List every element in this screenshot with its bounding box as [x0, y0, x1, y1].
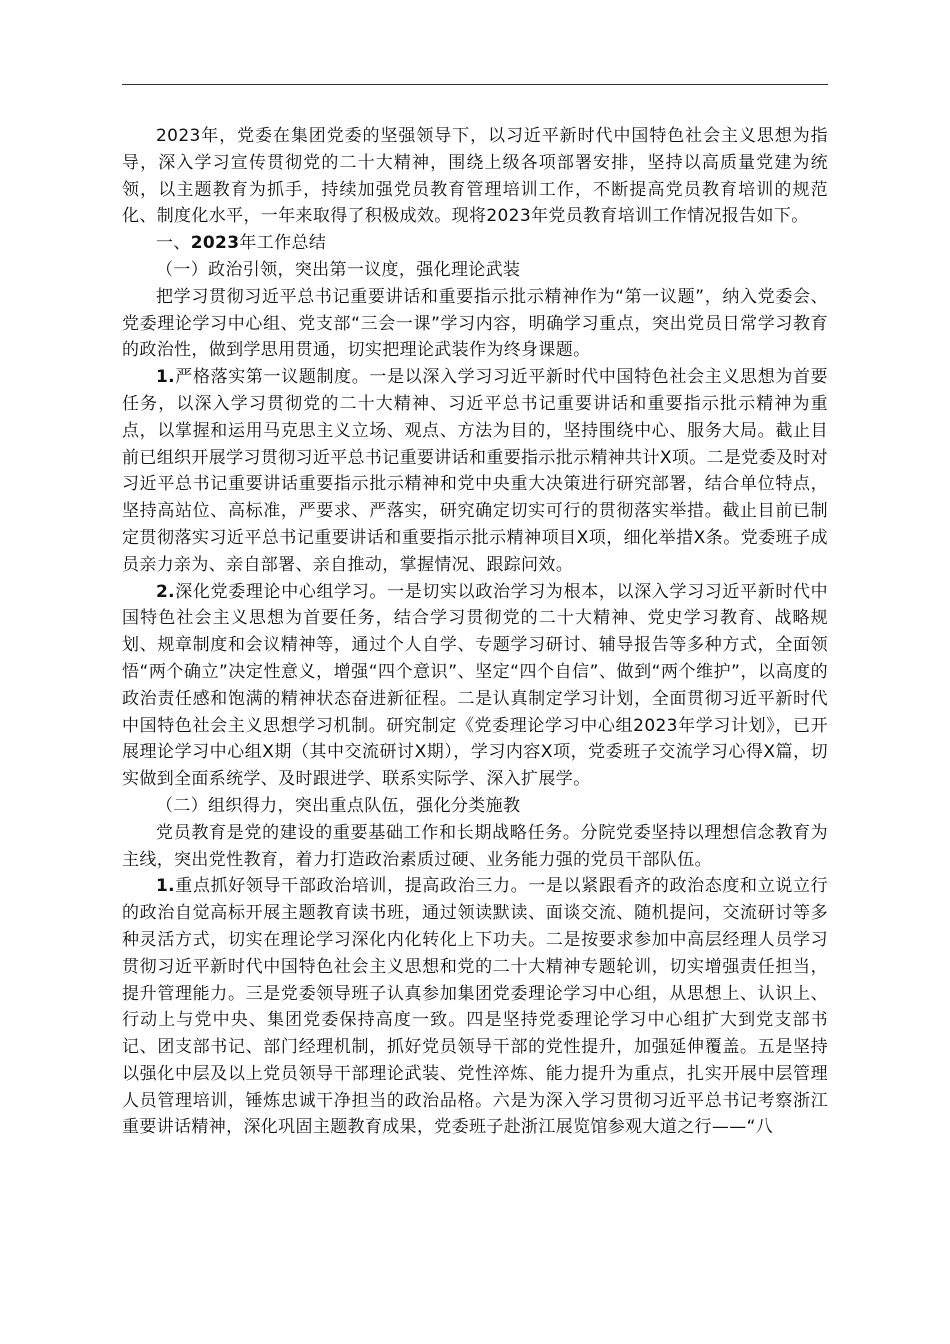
header-rule: [122, 84, 828, 85]
document-body: [122, 123, 828, 1141]
item-paragraph-1-1: [122, 364, 828, 578]
section-heading-prefix: 一、: [156, 233, 191, 254]
item-paragraph-1-2: [122, 579, 828, 793]
section-heading-year: 2023: [190, 233, 240, 254]
item-number: 1.: [156, 876, 175, 897]
item-text: 重点抓好领导干部政治培训，提高政治三力。一是以紧跟看齐的政治态度和立说立行的政治自觉高标开展主题教育读书班，通过领读默读、面谈交流、随机提问，交流研讨等多种灵活方式，切实在理论学习深化内化转化上下功夫。二是按要求参加中高层经理人员学习贯彻习近平新时代中国特色社会主义思想和党的二十大精神专题轮训，切实增强责任担当，提升管理能力。三是党委领导班子认真参加集团党委理论学习中心组，从思想上、认识上、行动上与党中央、集团党委保持高度一致。四是坚持党委理论学习中心组扩大到党支部书记、团支部书记、部门经理机制，抓好党员领导干部的党性提升，加强延伸覆盖。五是坚持以强化中层及以上党员领导干部理论武装、党性淬炼、能力提升为重点，扎实开展中层管理人员管理培训，锤炼忠诚干净担当的政治品格。六是为深入学习贯彻习近平总书记考察浙江重要讲话精神，深化巩固主题教育成果，党委班子赴浙江展览馆参观大道之行——“八: [122, 876, 828, 1138]
intro-paragraph: 2023年，党委在集团党委的坚强领导下，以习近平新时代中国特色社会主义思想为指导，深入学习宣传贯彻党的二十大精神，围绕上级各项部署安排，坚持以高质量党建为统领，以主题教育为抓手，持续加强党员教育管理培训工作，不断提高党员教育培训的规范化、制度化水平，一年来取得了积极成效。现将2023年党员教育培训工作情况报告如下。: [122, 126, 828, 227]
item-paragraph-2-1: [122, 873, 828, 1141]
subsection-heading-2: （二）组织得力，突出重点队伍，强化分类施教: [156, 795, 521, 816]
section-heading-title: 年工作总结: [239, 233, 327, 254]
item-number: 2.: [156, 581, 175, 602]
section-heading-1: [122, 230, 828, 257]
item-text: 严格落实第一议题制度。一是以深入学习习近平新时代中国特色社会主义思想为首要任务，以深入学习贯彻党的二十大精神、习近平总书记重要讲话和重要指示批示精神为重点，以掌握和运用马克思主义立场、观点、方法为目的，坚持围绕中心、服务大局。截止目前已组织开展学习贯彻习近平总书记重要讲话和重要指示批示精神共计X项。二是党委及时对习近平总书记重要讲话重要指示批示精神和党中央重大决策进行研究部署，结合单位特点，坚持高站位、高标准，严要求、严落实，研究确定切实可行的贯彻落实举措。截止目前已制定贯彻落实习近平总书记重要讲话和重要指示批示精神项目X项，细化举措X条。党委班子成员亲力亲为、亲自部署、亲自推动，掌握情况、跟踪问效。: [122, 367, 828, 575]
subsection-1-body: 把学习贯彻习近平总书记重要讲话和重要指示批示精神作为“第一议题”，纳入党委会、党委理论学习中心组、党支部“三会一课”学习内容，明确学习重点，突出党员日常学习教育的政治性，做到学思用贯通，切实把理论武装作为终身课题。: [122, 286, 828, 361]
subsection-heading-1: （一）政治引领，突出第一议度，强化理论武装: [156, 259, 521, 280]
item-text: 深化党委理论中心组学习。一是切实以政治学习为根本，以深入学习习近平新时代中国特色社会主义思想为首要任务，结合学习贯彻党的二十大精神、党史学习教育、战略规划、规章制度和会议精神等，通过个人自学、专题学习研讨、辅导报告等多种方式，全面领悟“两个确立”决定性意义，增强“四个意识”、坚定“四个自信”、做到“两个维护”，以高度的政治责任感和饱满的精神状态奋进新征程。二是认真制定学习计划，全面贯彻习近平新时代中国特色社会主义思想学习机制。研究制定《党委理论学习中心组2023年学习计划》，已开展理论学习中心组X期（其中交流研讨X期），学习内容X项，党委班子交流学习心得X篇，切实做到全面系统学、及时跟进学、联系实际学、深入扩展学。: [122, 581, 828, 790]
item-number: 1.: [156, 367, 175, 388]
subsection-2-body: 党员教育是党的建设的重要基础工作和长期战略任务。分院党委坚持以理想信念教育为主线，突出党性教育，着力打造政治素质过硬、业务能力强的党员干部队伍。: [122, 822, 828, 870]
